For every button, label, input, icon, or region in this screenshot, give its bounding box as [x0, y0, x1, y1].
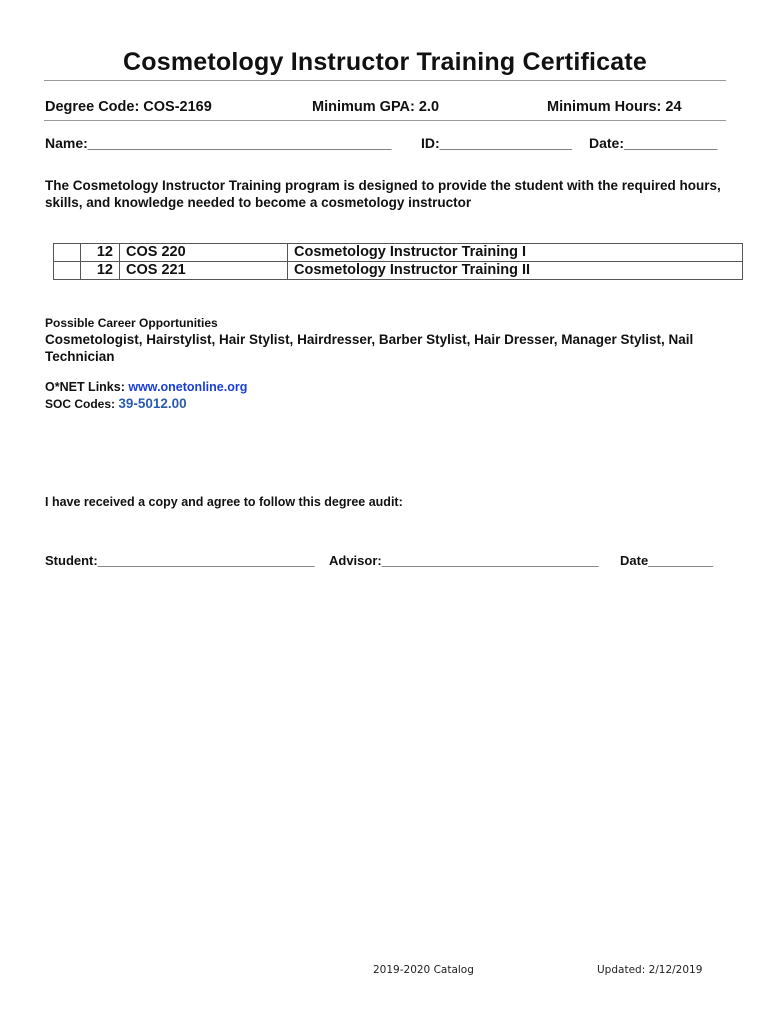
course-hours: 12 [81, 244, 120, 262]
soc-code: 39-5012.00 [118, 396, 187, 411]
onet-links [45, 380, 247, 394]
updated-date: Updated: 2/12/2019 [597, 964, 703, 976]
course-checkbox[interactable] [54, 262, 81, 280]
id-field[interactable]: ID:_________________ [421, 135, 573, 151]
header-divider [44, 120, 726, 121]
course-hours: 12 [81, 262, 120, 280]
table-row [54, 262, 743, 280]
signature-date-field[interactable]: Date_________ [620, 553, 714, 568]
course-checkbox[interactable] [54, 244, 81, 262]
soc-label: SOC Codes: [45, 397, 116, 411]
program-description: The Cosmetology Instructor Training program is designed to provide the student with the required hours, skills, and knowledge needed to become a cosmetology instructor [45, 178, 721, 210]
course-code: COS 221 [120, 262, 288, 280]
student-signature-field[interactable]: Student:______________________________ [45, 553, 315, 568]
agreement-text: I have received a copy and agree to follow this degree audit: [45, 495, 403, 509]
onet-link[interactable]: www.onetonline.org [128, 380, 248, 394]
table-row [54, 244, 743, 262]
careers-list: Cosmetologist, Hairstylist, Hair Stylist, Hairdresser, Barber Stylist, Hair Dresser, Manager Stylist, Nail Technician [45, 332, 694, 364]
minimum-hours: Minimum Hours: 24 [547, 99, 682, 115]
course-title: Cosmetology Instructor Training II [288, 262, 743, 280]
course-code: COS 220 [120, 244, 288, 262]
minimum-gpa: Minimum GPA: 2.0 [312, 99, 440, 115]
course-title: Cosmetology Instructor Training I [288, 244, 743, 262]
date-field[interactable]: Date:____________ [589, 135, 718, 151]
name-field[interactable]: Name:_______________________________________ [45, 135, 392, 151]
advisor-signature-field[interactable]: Advisor:______________________________ [329, 553, 599, 568]
soc-codes [45, 396, 187, 411]
course-table [53, 243, 743, 280]
degree-code: Degree Code: COS-2169 [45, 99, 212, 115]
onet-label: O*NET Links: [45, 380, 125, 394]
page-title: Cosmetology Instructor Training Certificate [123, 48, 647, 76]
title-divider [44, 80, 726, 81]
careers-heading: Possible Career Opportunities [45, 316, 218, 330]
catalog-label: 2019-2020 Catalog [373, 964, 474, 976]
